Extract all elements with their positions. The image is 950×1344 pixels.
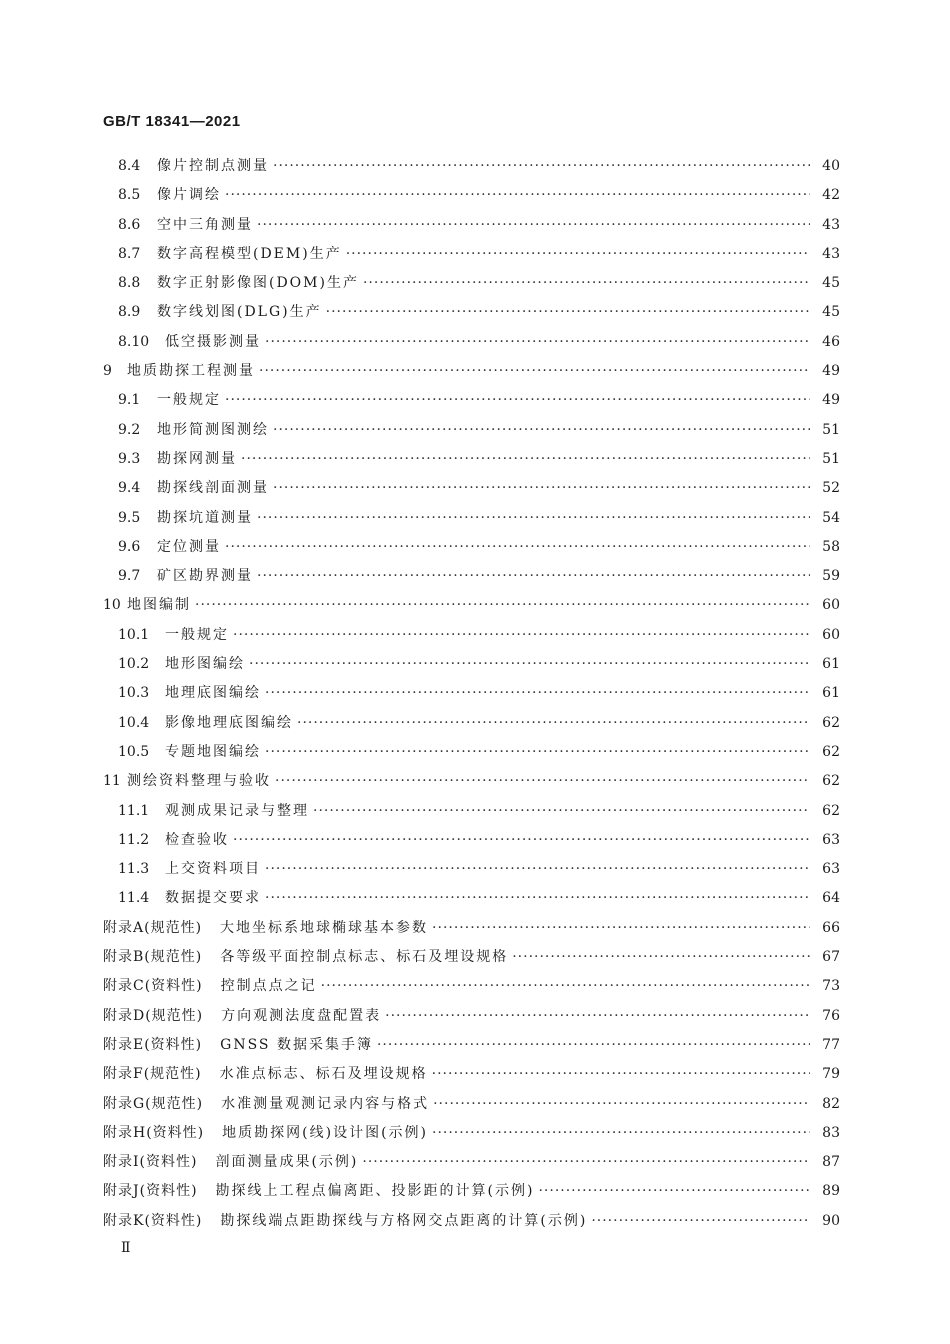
- dot-leader: [273, 416, 810, 445]
- toc-entry[interactable]: [103, 562, 840, 591]
- toc-entry-title: 水准点标志、标石及埋设规格: [219, 1066, 428, 1083]
- toc-entry[interactable]: [103, 269, 840, 298]
- toc-entry-number: 9.6: [118, 538, 141, 555]
- toc-entry[interactable]: [103, 211, 840, 240]
- toc-entry-number: 9.1: [118, 392, 141, 409]
- toc-entry-title: 测绘资料整理与验收: [127, 773, 271, 790]
- toc-entry-number: 8.7: [118, 245, 141, 262]
- dot-leader: [377, 1031, 810, 1060]
- dot-leader: [233, 621, 810, 650]
- toc-entry-page: 83: [822, 1124, 840, 1141]
- toc-entry-number: 11.2: [118, 831, 150, 848]
- toc-entry-title: 数字高程模型(DEM)生产: [157, 245, 342, 262]
- dot-leader: [265, 855, 810, 884]
- toc-entry-page: 54: [822, 509, 840, 526]
- toc-entry-title: 控制点点之记: [220, 978, 317, 995]
- toc-entry[interactable]: [103, 1090, 840, 1119]
- toc-entry-number: 9.5: [118, 509, 141, 526]
- toc-entry-page: 62: [822, 743, 840, 760]
- toc-entry[interactable]: [103, 621, 840, 650]
- dot-leader: [385, 1002, 810, 1031]
- toc-entry[interactable]: [103, 943, 840, 972]
- toc-entry-number: 附录F(规范性): [103, 1066, 202, 1083]
- toc-entry[interactable]: [103, 416, 840, 445]
- toc-entry-number: 10.5: [118, 743, 150, 760]
- toc-entry-title: 像片调绘: [157, 187, 221, 204]
- toc-entry[interactable]: [103, 1002, 840, 1031]
- dot-leader: [275, 767, 810, 796]
- toc-entry-number: 附录K(资料性): [103, 1212, 203, 1229]
- toc-entry-page: 76: [822, 1007, 840, 1024]
- toc-entry-number: 附录G(规范性): [103, 1095, 204, 1112]
- toc-entry[interactable]: [103, 474, 840, 503]
- toc-entry-page: 58: [822, 538, 840, 555]
- toc-entry-page: 89: [822, 1183, 840, 1200]
- toc-entry-title: 地图编制: [127, 597, 191, 614]
- toc-entry-title: 勘探线上工程点偏离距、投影距的计算(示例): [215, 1183, 535, 1200]
- toc-entry-number: 附录D(规范性): [103, 1007, 204, 1024]
- toc-entry-page: 66: [822, 919, 840, 936]
- dot-leader: [538, 1177, 810, 1206]
- toc-entry-title: 检查验收: [165, 831, 229, 848]
- toc-entry-title: 一般规定: [165, 626, 229, 643]
- toc-entry-page: 82: [822, 1095, 840, 1112]
- dot-leader: [195, 591, 810, 620]
- toc-entry[interactable]: [103, 1060, 840, 1089]
- toc-entry-title: 数字线划图(DLG)生产: [157, 304, 322, 321]
- toc-entry[interactable]: [103, 679, 840, 708]
- toc-entry-page: 51: [822, 450, 840, 467]
- toc-entry-title: 地理底图编绘: [165, 685, 261, 702]
- toc-entry-number: 8.8: [118, 275, 141, 292]
- toc-entry-title: 勘探坑道测量: [157, 509, 253, 526]
- toc-entry-page: 62: [822, 802, 840, 819]
- toc-entry[interactable]: [103, 1207, 840, 1236]
- dot-leader: [265, 679, 810, 708]
- toc-entry-title: 地质勘探工程测量: [127, 363, 255, 380]
- toc-entry-number: 9.3: [118, 450, 141, 467]
- dot-leader: [225, 181, 810, 210]
- toc-entry-number: 9.7: [118, 568, 141, 585]
- toc-entry-number: 9.4: [118, 480, 141, 497]
- toc-entry[interactable]: [103, 1177, 840, 1206]
- toc-entry-number: 附录I(资料性): [103, 1154, 198, 1171]
- toc-entry-number: 附录A(规范性): [103, 919, 203, 936]
- toc-entry[interactable]: [103, 1148, 840, 1177]
- toc-entry-page: 49: [822, 392, 840, 409]
- dot-leader: [249, 650, 810, 679]
- toc-entry-page: 79: [822, 1066, 840, 1083]
- toc-entry-page: 42: [822, 187, 840, 204]
- toc-entry-title: 像片控制点测量: [157, 158, 269, 174]
- toc-entry-title: 一般规定: [157, 392, 221, 409]
- toc-entry-title: 专题地图编绘: [165, 743, 261, 760]
- toc-entry-title: 低空摄影测量: [165, 333, 261, 350]
- dot-leader: [432, 914, 810, 943]
- toc-entry[interactable]: [103, 533, 840, 562]
- toc-entry-number: 11.3: [118, 861, 150, 878]
- toc-entry-title: 数字正射影像图(DOM)生产: [157, 275, 359, 292]
- toc-entry-title: GNSS 数据采集手簿: [220, 1036, 373, 1053]
- toc-entry-page: 77: [822, 1036, 840, 1053]
- toc-entry[interactable]: [103, 298, 840, 327]
- dot-leader: [265, 328, 810, 357]
- dot-leader: [241, 445, 810, 474]
- toc-entry[interactable]: [103, 591, 840, 620]
- toc-entry[interactable]: [103, 972, 840, 1001]
- toc-entry-number: 附录B(规范性): [103, 949, 203, 966]
- dot-leader: [591, 1207, 810, 1236]
- toc-entry-number: 11.4: [118, 890, 150, 907]
- toc-entry[interactable]: [103, 357, 840, 386]
- toc-entry-number: 9.2: [118, 421, 141, 438]
- toc-entry-number: 8.6: [118, 216, 141, 233]
- toc-entry-page: 45: [822, 275, 840, 292]
- toc-entry-page: 67: [822, 949, 840, 966]
- toc-entry-title: 勘探网测量: [157, 450, 237, 467]
- toc-entry[interactable]: [103, 767, 840, 796]
- toc-entry-page: 51: [822, 421, 840, 438]
- dot-leader: [346, 240, 810, 269]
- dot-leader: [273, 474, 810, 503]
- toc-entry-page: 63: [822, 831, 840, 848]
- toc-entry-page: 60: [822, 626, 840, 643]
- dot-leader: [363, 269, 810, 298]
- toc-entry-number: 10: [103, 597, 121, 614]
- toc-entry-title: 影像地理底图编绘: [165, 714, 293, 731]
- toc-entry-number: 9: [103, 363, 112, 380]
- dot-leader: [257, 504, 810, 533]
- dot-leader: [433, 1090, 810, 1119]
- toc-entry-page: 62: [822, 714, 840, 731]
- toc-entry-title: 地形图编绘: [165, 656, 245, 673]
- toc-entry-title: 定位测量: [157, 538, 221, 555]
- toc-entry[interactable]: [103, 1031, 840, 1060]
- dot-leader: [265, 884, 810, 913]
- toc-entry-number: 11: [103, 773, 121, 790]
- toc-entry[interactable]: [103, 650, 840, 679]
- toc-entry-number: 10.2: [118, 656, 150, 673]
- toc-entry-title: 数据提交要求: [165, 890, 261, 907]
- toc-entry-number: 11.1: [118, 802, 150, 819]
- toc-entry[interactable]: [103, 240, 840, 269]
- toc-entry-title: 剖面测量成果(示例): [215, 1154, 359, 1171]
- dot-leader: [297, 709, 810, 738]
- toc-entry-title: 大地坐标系地球椭球基本参数: [220, 919, 429, 936]
- toc-entry-page: 63: [822, 861, 840, 878]
- toc-entry-page: 43: [822, 216, 840, 233]
- toc-entry-page: 90: [822, 1212, 840, 1229]
- dot-leader: [512, 943, 810, 972]
- table-of-contents: [103, 152, 840, 1236]
- toc-entry-page: 59: [822, 568, 840, 585]
- dot-leader: [257, 211, 810, 240]
- dot-leader: [432, 1060, 810, 1089]
- toc-entry-title: 各等级平面控制点标志、标石及埋设规格: [220, 949, 509, 966]
- dot-leader: [362, 1148, 810, 1177]
- toc-entry[interactable]: [103, 504, 840, 533]
- dot-leader: [259, 357, 810, 386]
- dot-leader: [432, 1119, 810, 1148]
- toc-entry-page: 64: [822, 890, 840, 907]
- toc-entry-number: 10.3: [118, 685, 150, 702]
- toc-entry-number: 8.5: [118, 187, 141, 204]
- dot-leader: [265, 738, 810, 767]
- toc-entry[interactable]: [103, 386, 840, 415]
- toc-entry[interactable]: [103, 709, 840, 738]
- toc-entry-title: 空中三角测量: [157, 216, 253, 233]
- dot-leader: [225, 386, 810, 415]
- toc-entry-number: 8.10: [118, 333, 150, 350]
- toc-entry[interactable]: [103, 328, 840, 357]
- toc-entry-page: 61: [822, 656, 840, 673]
- toc-entry-title: 地质勘探网(线)设计图(示例): [222, 1124, 428, 1141]
- toc-entry[interactable]: [103, 914, 840, 943]
- toc-entry[interactable]: [103, 181, 840, 210]
- toc-entry-title: 水准测量观测记录内容与格式: [221, 1095, 430, 1112]
- toc-entry-number: 附录E(资料性): [103, 1036, 203, 1053]
- toc-entry-page: 61: [822, 685, 840, 702]
- toc-entry-number: 10.1: [118, 626, 150, 643]
- dot-leader: [326, 298, 810, 327]
- toc-entry-page: 46: [822, 333, 840, 350]
- toc-entry-page: 73: [822, 978, 840, 995]
- toc-entry[interactable]: [103, 1119, 840, 1148]
- page-number: Ⅱ: [121, 1240, 131, 1256]
- toc-entry-title: 勘探线端点距勘探线与方格网交点距离的计算(示例): [220, 1212, 588, 1229]
- toc-entry-title: 观测成果记录与整理: [165, 802, 309, 819]
- toc-entry-number: 附录C(资料性): [103, 978, 203, 995]
- toc-entry-title: 上交资料项目: [165, 861, 261, 878]
- dot-leader: [321, 972, 810, 1001]
- toc-entry-number: 附录H(资料性): [103, 1124, 205, 1141]
- dot-leader: [225, 533, 810, 562]
- toc-entry[interactable]: [103, 738, 840, 767]
- toc-entry[interactable]: [103, 855, 840, 884]
- dot-leader: [257, 562, 810, 591]
- toc-entry-page: 60: [822, 597, 840, 614]
- toc-entry-page: 87: [822, 1154, 840, 1171]
- toc-entry-page: 45: [822, 304, 840, 321]
- dot-leader: [273, 152, 810, 181]
- toc-entry-page: 43: [822, 245, 840, 262]
- toc-entry-page: 49: [822, 363, 840, 380]
- toc-entry-number: 8.4: [118, 158, 141, 174]
- toc-entry-title: 矿区勘界测量: [157, 568, 253, 585]
- toc-entry-title: 方向观测法度盘配置表: [221, 1007, 382, 1024]
- toc-entry-number: 8.9: [118, 304, 141, 321]
- toc-entry-number: 10.4: [118, 714, 150, 731]
- toc-entry[interactable]: [103, 152, 840, 181]
- document-code: GB/T 18341—2021: [103, 113, 241, 130]
- toc-entry[interactable]: [103, 797, 840, 826]
- toc-entry-page: 40: [822, 158, 840, 174]
- toc-entry-title: 勘探线剖面测量: [157, 480, 269, 497]
- toc-entry[interactable]: [103, 826, 840, 855]
- toc-entry-number: 附录J(资料性): [103, 1183, 198, 1200]
- dot-leader: [313, 797, 810, 826]
- toc-entry-title: 地形简测图测绘: [157, 421, 269, 438]
- toc-entry-page: 62: [822, 773, 840, 790]
- toc-entry[interactable]: [103, 445, 840, 474]
- dot-leader: [233, 826, 810, 855]
- toc-entry-page: 52: [822, 480, 840, 497]
- toc-entry[interactable]: [103, 884, 840, 913]
